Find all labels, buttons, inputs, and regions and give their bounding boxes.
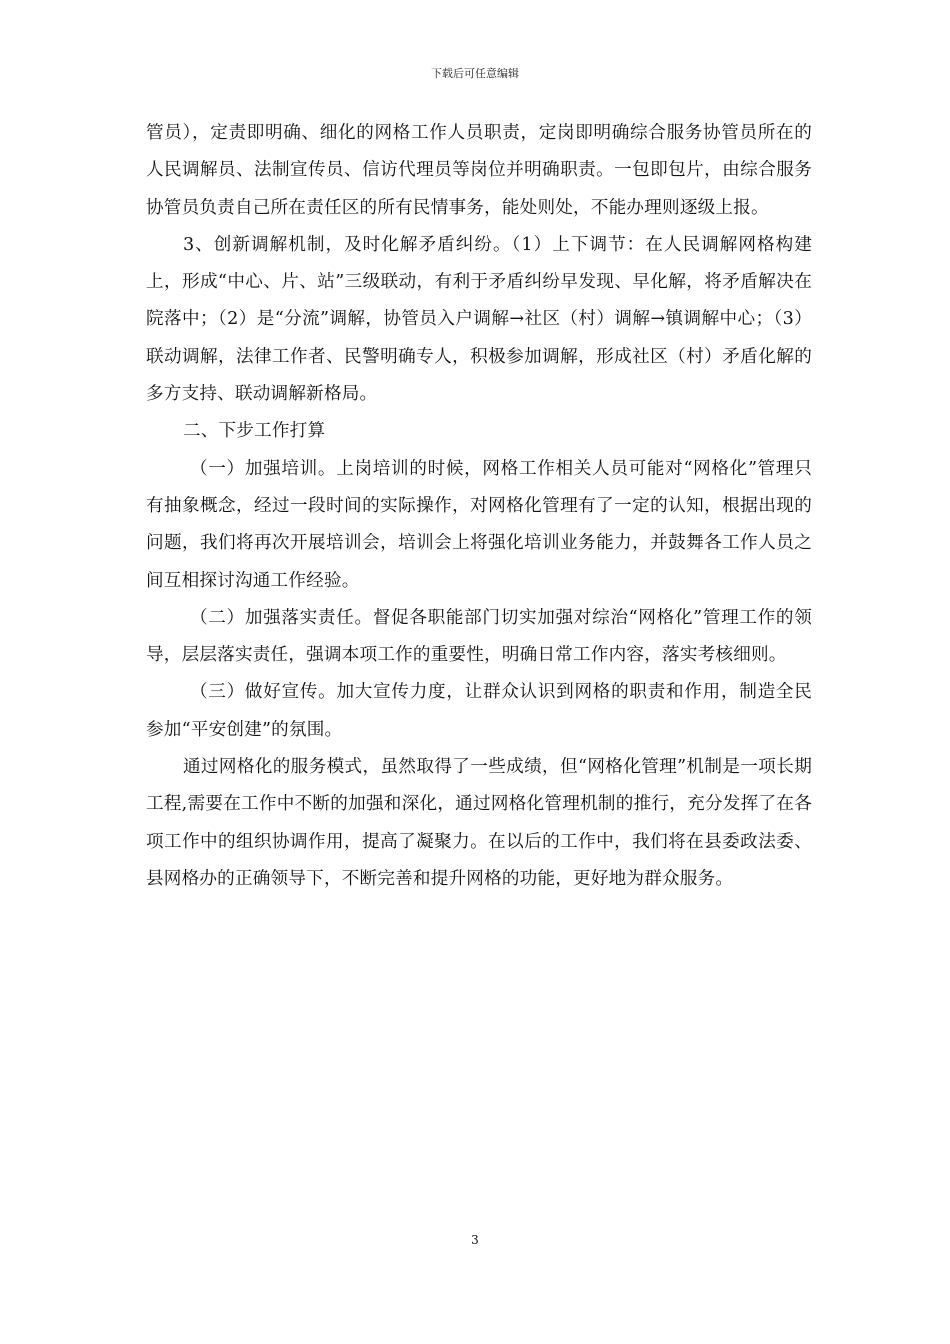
document-body bbox=[146, 115, 812, 898]
page-header: 下载后可任意编辑 bbox=[431, 67, 519, 80]
paragraph-mediation-mechanism: 3、创新调解机制，及时化解矛盾纠纷。（1）上下调节：在人民调解网格构建上，形成“中心、片、站”三级联动，有利于矛盾纠纷早发现、早化解，将矛盾解决在院落中；（2）是“分流”调解，协管员入户调解→社区（村）调解→镇调解中心；（3）联动调解，法律工作者、民警明确专人，积极参加调解，形成社区（村）矛盾化解的多方支持、联动调解新格局。 bbox=[146, 234, 812, 405]
paragraph-publicity: （三）做好宣传。加大宣传力度，让群众认识到网格的职责和作用，制造全民参加“平安创建”的氛围。 bbox=[146, 682, 812, 740]
paragraph-continuation: 管员），定责即明确、细化的网格工作人员职责，定岗即明确综合服务协管员所在的人民调解员、法制宣传员、信访代理员等岗位并明确职责。一包即包片，由综合服务协管员负责自己所在责任区的所有民情事务，能处则处，不能办理则逐级上报。 bbox=[146, 123, 812, 218]
page-number: 3 bbox=[471, 1233, 479, 1247]
section-heading-next-steps: 二、下步工作打算 bbox=[182, 421, 326, 442]
paragraph-conclusion: 通过网格化的服务模式，虽然取得了一些成绩，但“网格化管理”机制是一项长期工程,需要在工作中不断的加强和深化，通过网格化管理机制的推行，充分发挥了在各项工作中的组织协调作用，提高了凝聚力。在以后的工作中，我们将在县委政法委、县网格办的正确领导下，不断完善和提升网格的功能，更好地为群众服务。 bbox=[146, 757, 812, 889]
paragraph-training: （一）加强培训。上岗培训的时候，网格工作相关人员可能对“网格化”管理只有抽象概念，经过一段时间的实际操作，对网格化管理有了一定的认知，根据出现的问题，我们将再次开展培训会，培训会上将强化培训业务能力，并鼓舞各工作人员之间互相探讨沟通工作经验。 bbox=[146, 458, 812, 591]
paragraph-responsibility: （二）加强落实责任。督促各职能部门切实加强对综治“网格化”管理工作的领导，层层落实责任，强调本项工作的重要性，明确日常工作内容，落实考核细则。 bbox=[146, 607, 812, 666]
